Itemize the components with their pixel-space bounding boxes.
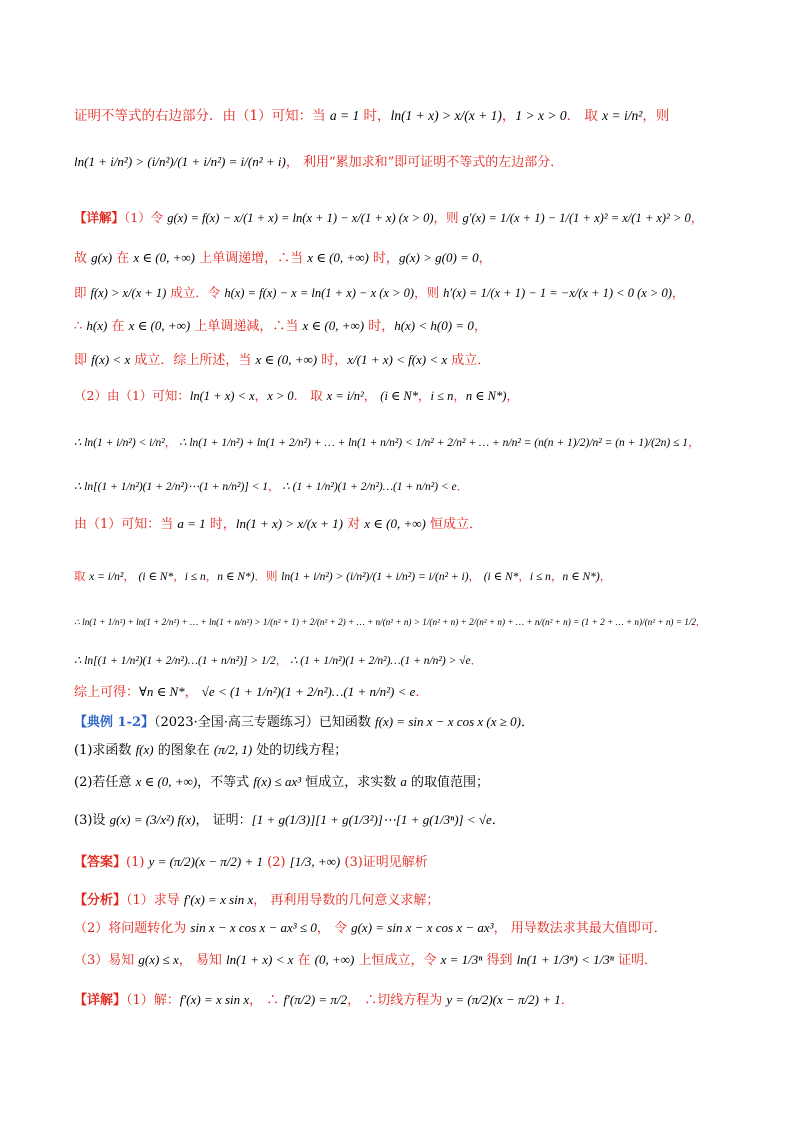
text-segment: ， bbox=[671, 285, 685, 300]
text-line bbox=[74, 514, 740, 535]
text-segment: ， bbox=[550, 569, 563, 583]
text-segment: ， bbox=[518, 569, 530, 583]
text-segment: 由（1）可知：当 bbox=[74, 517, 178, 532]
text-line bbox=[74, 476, 740, 497]
text-segment: ． bbox=[520, 715, 534, 730]
text-segment: 成立．令 bbox=[166, 285, 225, 300]
formula: a = 1 bbox=[177, 516, 206, 531]
formula: x ∈ (0, +∞) bbox=[133, 250, 195, 265]
text-segment: 成立． bbox=[447, 353, 491, 368]
text-line bbox=[74, 712, 740, 733]
text-segment: ， bbox=[599, 569, 612, 583]
formula: √e < (1 + 1/n²)(1 + 2/n²)…(1 + n/n²) < e bbox=[201, 684, 416, 699]
formula: (i ∈ N* bbox=[380, 389, 419, 403]
text-segment: ， 证明： bbox=[195, 813, 252, 828]
text-segment: 上单调递增，∴当 bbox=[194, 251, 308, 266]
text-segment: 恒成立，求实数 bbox=[301, 775, 401, 790]
formula: ln(1 + x) > x/(x + 1) bbox=[390, 108, 502, 123]
text-segment: ， bbox=[506, 388, 519, 403]
text-line bbox=[74, 890, 740, 911]
text-segment: 的取值范围； bbox=[406, 775, 490, 790]
text-line bbox=[74, 612, 740, 633]
text-segment: （2）将问题转化为 bbox=[74, 921, 191, 936]
text-line bbox=[74, 283, 740, 303]
text-segment: 成立．综上所述，当 bbox=[130, 353, 256, 368]
text-segment: ， 令 bbox=[316, 921, 352, 936]
text-line bbox=[74, 650, 740, 671]
text-segment: ， bbox=[184, 685, 202, 700]
text-segment: 时， bbox=[364, 319, 395, 334]
text-segment: ，则 bbox=[414, 285, 444, 300]
formula: ∀n ∈ N* bbox=[139, 684, 185, 699]
formula: x = i/n² bbox=[326, 389, 364, 403]
text-segment: ， bbox=[363, 388, 381, 403]
text-line bbox=[74, 990, 740, 1011]
text-line bbox=[74, 566, 740, 587]
text-segment: 即 bbox=[74, 353, 92, 368]
text-segment: ， bbox=[696, 617, 706, 628]
text-segment: 综上可得： bbox=[74, 685, 140, 700]
formula: (i ∈ N* bbox=[483, 571, 519, 583]
formula: ∴ ln(1 + 1/n²) + ln(1 + 2/n²) + … + ln(1 + n/n²) < 1/n² + 2/n² + … + n/n² = (n(n + 1)/2)/n² = (n + 1)/(2n) ≤ 1 bbox=[176, 437, 689, 449]
formula: g′(x) = 1/(x + 1) − 1/(1 + x)² = x/(1 + x)² > 0 bbox=[462, 211, 691, 225]
text-segment: ， bbox=[173, 569, 185, 583]
text-segment: 时， bbox=[359, 108, 391, 124]
text-segment: ． bbox=[491, 813, 505, 828]
formula: ∴ (1 + 1/n²)(1 + 2/n²)…(1 + n/n²) < e bbox=[279, 481, 457, 493]
text-segment: 时， bbox=[317, 353, 348, 368]
text-segment: ， ∴ bbox=[249, 993, 284, 1008]
text-segment: 在 bbox=[293, 953, 315, 968]
text-line bbox=[74, 852, 740, 873]
formula: a = 1 bbox=[329, 108, 360, 123]
text-line bbox=[74, 152, 740, 173]
formula: n ∈ N*) bbox=[217, 571, 255, 583]
text-segment: ， bbox=[275, 653, 288, 667]
text-segment: ， bbox=[690, 210, 704, 225]
formula: i ≤ n bbox=[184, 571, 206, 583]
text-segment: （3）易知 bbox=[74, 953, 139, 968]
formula: (0, +∞) bbox=[314, 952, 355, 967]
text-segment: ， bbox=[205, 569, 218, 583]
formula: h(x) < h(0) = 0 bbox=[394, 318, 474, 333]
text-segment: ． bbox=[456, 479, 469, 493]
formula: ∴ ln[(1 + 1/n²)(1 + 2/n²)⋯(1 + n/n²)] < 1 bbox=[74, 481, 269, 493]
formula: x ∈ (0, +∞) bbox=[135, 774, 198, 789]
formula: [1 + g(1/3)][1 + g(1/3²)]⋯[1 + g(1/3ⁿ)] < √e bbox=[251, 812, 492, 827]
text-segment: （1）解： bbox=[126, 993, 180, 1008]
text-segment: （1）令 bbox=[124, 210, 168, 225]
formula: x = 1/3ⁿ bbox=[440, 952, 483, 967]
formula: f(x) bbox=[135, 742, 154, 757]
formula: ln(1 + x) < x bbox=[189, 389, 255, 403]
text-segment: ， bbox=[418, 388, 431, 403]
text-segment: (2)若任意 bbox=[74, 775, 136, 790]
text-segment: ． bbox=[470, 653, 483, 667]
text-segment: 在 bbox=[112, 251, 134, 266]
formula: f(x) ≤ ax³ bbox=[253, 774, 302, 789]
formula: f′(x) = x sin x bbox=[179, 992, 250, 1007]
formula: (π/2, 1) bbox=[213, 742, 253, 757]
formula: x > 0 bbox=[267, 389, 294, 403]
text-segment: ． bbox=[415, 685, 429, 700]
text-segment: ， 易知 bbox=[178, 953, 227, 968]
text-segment: 故 bbox=[74, 251, 92, 266]
text-segment: ， bbox=[468, 569, 484, 583]
text-segment: ， bbox=[268, 479, 280, 493]
formula: f(x) = sin x − x cos x (x ≥ 0) bbox=[375, 714, 521, 729]
text-segment: ， bbox=[453, 388, 466, 403]
formula: x ∈ (0, +∞) bbox=[364, 516, 426, 531]
text-segment: （2023·全国·高三专题练习）已知函数 bbox=[154, 715, 375, 730]
text-line bbox=[74, 208, 740, 228]
text-segment: 【典例 1-2】 bbox=[74, 715, 155, 730]
formula: g(x) = (3/x²) f(x) bbox=[109, 812, 196, 827]
text-line bbox=[74, 248, 740, 269]
formula: h(x) = f(x) − x = ln(1 + x) − x (x > 0) bbox=[224, 286, 415, 300]
text-segment: ，则 bbox=[642, 108, 670, 124]
text-segment: ， bbox=[254, 388, 268, 403]
formula: 1 > x > 0 bbox=[515, 108, 567, 123]
formula: g(x) = sin x − x cos x − ax³ bbox=[351, 920, 494, 935]
text-segment: ， 利用“累加求和”即可证明不等式的左边部分． bbox=[285, 155, 564, 170]
formula: ∴ ln(1 + i/n²) < i/n² bbox=[74, 437, 165, 449]
formula: ∴ ln(1 + 1/n²) + ln(1 + 2/n²) + … + ln(1 + n/n²) > 1/(n² + 1) + 2/(n² + 2) + … + n/(n² + n) > 1/(n² + n) + 2/(n² + n) + … + n/(n² + n) = (1 + 2 + … + n)/(n² + n) = 1/2 bbox=[74, 617, 697, 627]
text-segment: ， 再利用导数的几何意义求解； bbox=[253, 893, 440, 908]
text-segment: (1)求函数 bbox=[74, 743, 136, 758]
text-segment: 【详解】 bbox=[74, 993, 127, 1008]
text-segment: ， bbox=[164, 435, 177, 449]
formula: h(x) bbox=[86, 318, 108, 333]
formula: ∴ ln[(1 + 1/n²)(1 + 2/n²)…(1 + n/n²)] > 1/2 bbox=[74, 655, 276, 667]
formula: x ∈ (0, +∞) bbox=[302, 318, 365, 333]
formula: g(x) = f(x) − x/(1 + x) = ln(x + 1) − x/(1 + x) (x > 0) bbox=[167, 211, 434, 225]
text-line bbox=[74, 772, 740, 793]
text-line bbox=[74, 432, 740, 453]
text-segment: ， bbox=[688, 435, 700, 449]
formula: a bbox=[400, 774, 407, 789]
formula: ln(1 + x) < x bbox=[226, 952, 294, 967]
text-segment: （2）由（1）可知： bbox=[74, 388, 190, 403]
text-line bbox=[74, 740, 740, 761]
text-segment: (2) bbox=[263, 855, 290, 870]
formula: f(x) < x bbox=[91, 352, 131, 367]
formula: g(x) bbox=[91, 250, 113, 265]
text-segment: (1) bbox=[126, 855, 149, 870]
text-segment: 得到 bbox=[482, 953, 517, 968]
text-segment: 证明不等式的右边部分．由（1）可知：当 bbox=[74, 108, 330, 124]
text-segment: ，不等式 bbox=[197, 775, 254, 790]
formula: n ∈ N*) bbox=[562, 571, 600, 583]
text-segment: 时， bbox=[205, 517, 236, 532]
text-line bbox=[74, 950, 740, 971]
formula: i ≤ n bbox=[430, 389, 454, 403]
text-segment: 上单调递减，∴当 bbox=[190, 319, 303, 334]
text-segment: 上恒成立，令 bbox=[354, 953, 441, 968]
formula: x ∈ (0, +∞) bbox=[255, 352, 318, 367]
text-segment: ．则 bbox=[254, 569, 282, 583]
text-segment: 【详解】 bbox=[74, 210, 125, 225]
formula: x = i/n² bbox=[602, 108, 643, 123]
formula: i ≤ n bbox=[529, 571, 551, 583]
text-line bbox=[74, 316, 740, 337]
formula: x/(1 + x) < f(x) < x bbox=[347, 352, 448, 367]
formula: x = i/n² bbox=[89, 571, 124, 583]
text-line bbox=[74, 106, 740, 126]
text-segment: ． bbox=[560, 993, 574, 1008]
text-segment: 取 bbox=[74, 569, 90, 583]
formula: ln(1 + i/n²) > (i/n²)/(1 + i/n²) = i/(n² + i) bbox=[74, 154, 286, 169]
formula: ln(1 + i/n²) > (i/n²)/(1 + i/n²) = i/(n² + i) bbox=[281, 571, 469, 583]
text-segment: 处的切线方程； bbox=[252, 743, 348, 758]
formula: y = (π/2)(x − π/2) + 1 bbox=[446, 992, 561, 1007]
text-segment: ． 取 bbox=[566, 108, 603, 124]
text-segment: 【分析】 bbox=[74, 893, 127, 908]
text-line bbox=[74, 386, 740, 406]
formula: f′(π/2) = π/2 bbox=[283, 992, 348, 1007]
text-segment: (3)证明见解析 bbox=[340, 855, 428, 870]
formula: ln(1 + 1/3ⁿ) < 1/3ⁿ bbox=[516, 952, 614, 967]
text-segment: ， 用导数法求其最大值即可． bbox=[493, 921, 667, 936]
formula: f′(x) = x sin x bbox=[183, 892, 254, 907]
formula: n ∈ N*) bbox=[465, 389, 507, 403]
formula: (i ∈ N* bbox=[138, 571, 174, 583]
text-segment: ， bbox=[473, 319, 487, 334]
text-line bbox=[74, 350, 740, 371]
formula: g(x) > g(0) = 0 bbox=[398, 250, 479, 265]
text-segment: 即 bbox=[74, 285, 91, 300]
formula: f(x) > x/(x + 1) bbox=[90, 286, 167, 300]
text-segment: ， bbox=[123, 569, 139, 583]
formula: x ∈ (0, +∞) bbox=[307, 250, 369, 265]
text-line bbox=[74, 810, 740, 831]
formula: g(x) ≤ x bbox=[138, 952, 179, 967]
text-segment: 在 bbox=[107, 319, 129, 334]
formula: x ∈ (0, +∞) bbox=[128, 318, 191, 333]
text-segment: ． 取 bbox=[293, 388, 327, 403]
formula: ∴ (1 + 1/n²)(1 + 2/n²)…(1 + n/n²) > √e bbox=[287, 655, 471, 667]
formula: y = (π/2)(x − π/2) + 1 bbox=[148, 854, 263, 869]
text-segment: 【答案】 bbox=[74, 855, 127, 870]
text-segment: 对 bbox=[343, 517, 365, 532]
formula: h′(x) = 1/(x + 1) − 1 = −x/(x + 1) < 0 (x > 0) bbox=[443, 286, 672, 300]
text-line bbox=[74, 918, 740, 939]
text-segment: (3)设 bbox=[74, 813, 110, 828]
formula: ln(1 + x) > x/(x + 1) bbox=[235, 516, 343, 531]
text-segment: 时， bbox=[368, 251, 399, 266]
text-segment: ， bbox=[501, 108, 516, 124]
text-segment: 恒成立． bbox=[425, 517, 482, 532]
text-segment: ∴ bbox=[74, 319, 87, 334]
text-segment: （1）求导 bbox=[126, 893, 184, 908]
formula: [1/3, +∞) bbox=[289, 854, 341, 869]
text-segment: 证明． bbox=[613, 953, 657, 968]
formula: sin x − x cos x − ax³ ≤ 0 bbox=[190, 920, 317, 935]
text-segment: ， bbox=[478, 251, 492, 266]
text-line bbox=[74, 682, 740, 703]
text-segment: 的图象在 bbox=[153, 743, 214, 758]
text-segment: ， ∴切线方程为 bbox=[347, 993, 447, 1008]
text-segment: ，则 bbox=[433, 210, 463, 225]
